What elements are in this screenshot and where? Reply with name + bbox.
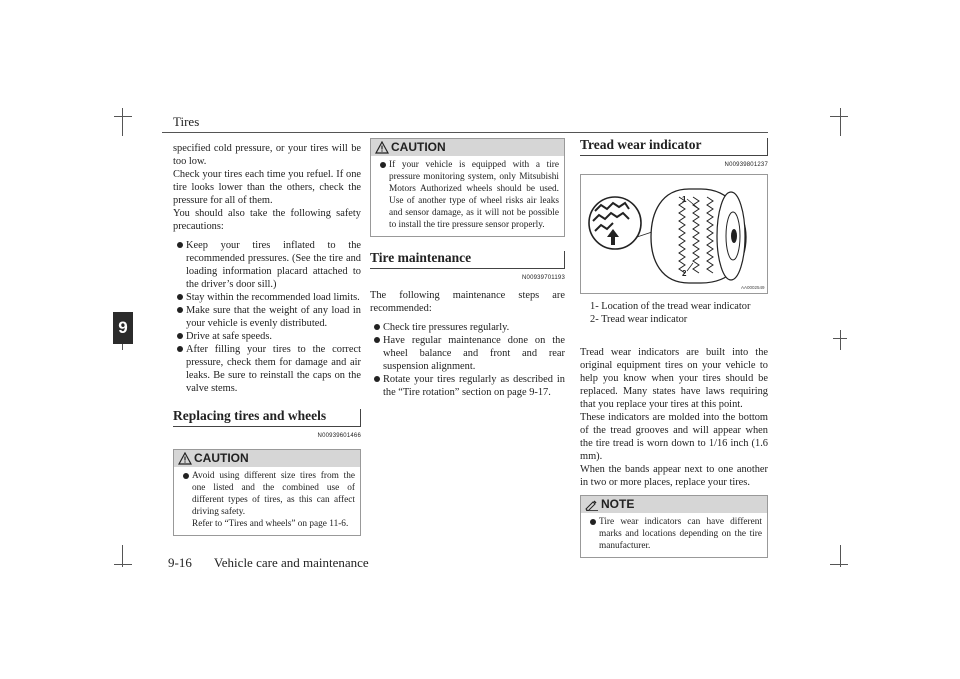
caution-header: [371, 139, 564, 156]
bullet-icon: [183, 473, 189, 479]
crop-mark-top-right-h: [830, 116, 848, 117]
crop-mark-bottom-left-h: [114, 564, 132, 565]
paragraph: These indicators are molded into the bottom of the tread grooves and will appear when the tire tread is worn down to 1/16 inch (1.6 mm).: [580, 412, 768, 462]
crop-mark-top-left-h: [114, 116, 132, 117]
header-rule: [162, 132, 768, 133]
bullet-icon: [590, 519, 596, 525]
figure-caption-1: 1- Location of the tread wear indicator: [590, 301, 751, 312]
caution-header: [174, 450, 360, 467]
caution-box: [173, 449, 361, 536]
note-pencil-icon: [585, 499, 599, 511]
section-title-replacing-tires: Replacing tires and wheels: [173, 409, 361, 427]
note-header: [581, 496, 767, 513]
list-item: Have regular maintenance done on the wheel balance and front and rear suspension alignment.: [370, 334, 565, 373]
column-middle: [370, 142, 565, 399]
bullet-icon: [177, 346, 183, 352]
section-code: N00939701193: [522, 275, 565, 281]
paragraph: Check your tires each time you refuel. If one tire looks lower than the others, check the pressure for all of them.: [173, 169, 361, 206]
bullet-icon: [380, 162, 386, 168]
paragraph: The following maintenance steps are recommended:: [370, 290, 565, 314]
page-number: 9-16: [168, 555, 192, 570]
list-item: Drive at safe speeds.: [173, 330, 361, 343]
bullet-icon: [374, 337, 380, 343]
caution-label: CAUTION: [194, 451, 249, 465]
precautions-list: [173, 239, 361, 395]
paragraph: specified cold pressure, or your tires will be too low.: [173, 143, 361, 167]
crop-mark-mid-right-h: [833, 338, 847, 339]
column-left: [173, 142, 361, 536]
caution-reference: Refer to “Tires and wheels” on page 11-6.: [192, 519, 349, 529]
paragraph: You should also take the following safety precautions:: [173, 208, 361, 232]
maintenance-list: [370, 321, 565, 399]
crop-mark-mid-right: [840, 330, 841, 350]
crop-mark-top-right-v: [840, 108, 841, 136]
list-item: Tire wear indicators can have different marks and locations depending on the tire manufacturer.: [586, 516, 762, 552]
list-item: Make sure that the weight of any load in your vehicle is evenly distributed.: [173, 304, 361, 330]
tread-wear-figure: [580, 174, 768, 294]
figure-code: AA0002549: [741, 285, 765, 290]
tire-illustration: [581, 175, 767, 293]
warning-triangle-icon: [375, 141, 389, 154]
footer-section: Vehicle care and maintenance: [213, 555, 369, 570]
list-item: Rotate your tires regularly as described in the “Tire rotation” section on page 9-17.: [370, 373, 565, 399]
page-header-title: Tires: [173, 114, 200, 129]
list-item: After filling your tires to the correct pressure, check them for damage and air leaks. Be sure to reinstall the caps on the valve stems.: [173, 343, 361, 395]
bullet-icon: [177, 307, 183, 313]
caution-body: [371, 156, 564, 236]
list-item: Keep your tires inflated to the recommended pressures. (See the tire and loading information placard attached to the driver’s door sill.): [173, 239, 361, 291]
page-footer: [168, 555, 369, 571]
caution-label: CAUTION: [391, 140, 446, 154]
note-body: [581, 513, 767, 557]
list-item: If your vehicle is equipped with a tire pressure monitoring system, only Mitsubishi Motors Authorized wheels should be used. Use of another type of wheel risks air leaks and sensor damage, as it will not be possible to install the tire pressure sensor properly.: [376, 159, 559, 231]
note-box: [580, 495, 768, 558]
list-item: Check tire pressures regularly.: [370, 321, 565, 334]
figure-label-1: 1: [682, 195, 687, 204]
section-title-tread-wear: Tread wear indicator: [580, 138, 768, 156]
section-code: N00939601466: [317, 433, 361, 439]
bullet-icon: [177, 333, 183, 339]
chapter-tab: 9: [113, 312, 133, 344]
bullet-icon: [177, 294, 183, 300]
crop-mark-bottom-right-h: [830, 564, 848, 565]
column-right: [580, 137, 768, 558]
bullet-icon: [374, 376, 380, 382]
list-item: Avoid using different size tires from the one listed and the combined use of different types of tires, as this can affect driving safety. Refer to “Tires and wheels” on page 11-6.: [179, 470, 355, 530]
figure-caption-2: 2- Tread wear indicator: [590, 314, 688, 325]
crop-mark-top-left-v: [122, 108, 123, 136]
warning-triangle-icon: [178, 452, 192, 465]
section-code: N00939801237: [724, 162, 768, 168]
bullet-icon: [374, 324, 380, 330]
bullet-icon: [177, 242, 183, 248]
section-title-tire-maintenance: Tire maintenance: [370, 251, 565, 269]
paragraph: Tread wear indicators are built into the original equipment tires on your vehicle to help you know when your tires should be replaced. Many states have laws requiring that you replace your tires at this point.: [580, 347, 768, 410]
note-label: NOTE: [601, 497, 635, 511]
caution-box: [370, 138, 565, 237]
list-item: Stay within the recommended load limits.: [173, 291, 361, 304]
paragraph: When the bands appear next to one another in two or more places, replace your tires.: [580, 464, 768, 488]
caution-body: [174, 467, 360, 535]
figure-label-2: 2: [682, 269, 687, 278]
